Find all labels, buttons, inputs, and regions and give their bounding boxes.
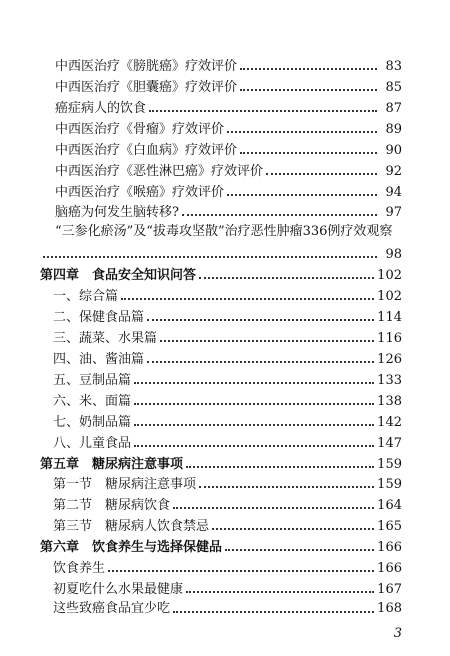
leader-dots — [199, 277, 374, 279]
toc-entry-bone-tumor[interactable] — [40, 119, 402, 139]
toc-entry-oil-soy-sauce[interactable] — [40, 349, 402, 369]
toc-entry-title: 中西医治疗《骨瘤》疗效评价 — [55, 122, 225, 137]
leader-dots — [240, 68, 377, 70]
toc-entry-title: 第一节 糖尿病注意事项 — [53, 477, 197, 492]
toc-entry-cancer-diet[interactable] — [40, 98, 402, 118]
toc-entry-leukemia[interactable] — [40, 140, 402, 160]
toc-entry-page: 102 — [377, 268, 402, 283]
leader-dots — [186, 466, 374, 468]
leader-dots — [160, 340, 374, 342]
toc-entry-title: 二、保健食品篇 — [53, 310, 145, 325]
toc-entry-page: 90 — [385, 143, 402, 158]
toc-chapter-6[interactable] — [40, 537, 402, 557]
leader-dots — [147, 319, 374, 321]
toc-entry-title: 五、豆制品篇 — [53, 373, 132, 388]
leader-dots — [182, 214, 377, 216]
toc-entry-page: 102 — [377, 289, 402, 304]
toc-entry-title: 八、儿童食品 — [53, 436, 132, 451]
leader-dots — [186, 591, 374, 593]
toc-entry-health-food[interactable] — [40, 307, 402, 327]
leader-dots — [134, 382, 374, 384]
toc-entry-page: 92 — [385, 164, 402, 179]
leader-dots — [173, 507, 374, 509]
toc-entry-childrens-food[interactable] — [40, 433, 402, 453]
toc-entry-title: 三、蔬菜、水果篇 — [53, 331, 158, 346]
toc-entry-rice-noodles[interactable] — [40, 391, 402, 411]
toc-entry-page: 165 — [377, 519, 402, 534]
leader-dots — [134, 445, 374, 447]
toc-chapter-title: 第六章 饮食养生与选择保健品 — [40, 540, 223, 555]
toc-entry-page: 168 — [377, 601, 402, 616]
toc-section-2[interactable] — [40, 495, 402, 515]
leader-dots — [121, 298, 374, 300]
toc-entry-title: 七、奶制品篇 — [53, 415, 132, 430]
toc-entry-dairy[interactable] — [40, 412, 402, 432]
toc-entry-page: 147 — [377, 436, 402, 451]
toc-entry-page: 159 — [377, 477, 402, 492]
toc-entry-brain-metastasis[interactable] — [40, 202, 402, 222]
toc-entry-title: 中西医治疗《喉癌》疗效评价 — [55, 185, 225, 200]
toc-section-1[interactable] — [40, 474, 402, 494]
toc-chapter-4[interactable] — [40, 265, 402, 285]
toc-entry-page: 126 — [377, 352, 402, 367]
toc-entry-gallbladder-cancer[interactable] — [40, 77, 402, 97]
leader-dots — [108, 570, 374, 572]
toc-entry-title: 四、油、酱油篇 — [53, 352, 145, 367]
toc-entry-page: 159 — [377, 457, 402, 472]
toc-entry-page: 97 — [385, 205, 402, 220]
toc-entry-page: 133 — [377, 373, 402, 388]
leader-dots — [134, 403, 374, 405]
toc-entry-title: 第三节 糖尿病人饮食禁忌 — [53, 519, 210, 534]
leader-dots — [240, 89, 377, 91]
leader-dots — [225, 549, 374, 551]
toc-entry-page: 83 — [385, 59, 402, 74]
toc-entry-title: 六、米、面篇 — [53, 394, 132, 409]
toc-chapter-5[interactable] — [40, 454, 402, 474]
toc-entry-page: 85 — [385, 80, 402, 95]
toc-entry-lymphoma[interactable] — [40, 161, 402, 181]
toc-entry-vegetables-fruits[interactable] — [40, 328, 402, 348]
leader-dots — [149, 110, 377, 112]
toc-entry-page: 138 — [377, 394, 402, 409]
toc-entry-title: 第二节 糖尿病饮食 — [53, 498, 171, 513]
toc-entry-page: 166 — [377, 540, 402, 555]
toc-chapter-title: 第四章 食品安全知识问答 — [40, 268, 197, 283]
toc-entry-carcinogenic-food[interactable] — [40, 600, 402, 618]
page-number: 3 — [393, 626, 402, 641]
toc-entry-sanshen-title[interactable]: “三参化瘀汤”及“拔毒攻坚散”治疗恶性肿瘤336例疗效观察 — [55, 224, 393, 239]
toc-entry-summer-fruit[interactable] — [40, 579, 402, 599]
toc-entry-title: 饮食养生 — [53, 561, 106, 576]
toc-entry-title: 这些致癌食品宜少吃 — [53, 601, 171, 616]
toc-entry-page: 166 — [377, 561, 402, 576]
toc-entry-title: 中西医治疗《白血病》疗效评价 — [55, 143, 238, 158]
toc-section-3[interactable] — [40, 516, 402, 536]
toc-entry-page: 116 — [377, 331, 402, 346]
toc-entry-title: 中西医治疗《胆囊癌》疗效评价 — [55, 80, 238, 95]
toc-entry-title: 中西医治疗《膀胱癌》疗效评价 — [55, 59, 238, 74]
leader-dots — [212, 528, 374, 530]
leader-dots — [240, 152, 377, 154]
leader-dots — [173, 611, 374, 613]
toc-entry-page: 167 — [377, 582, 402, 597]
toc-entry-page: 87 — [385, 101, 402, 116]
toc-entry-title: 初夏吃什么水果最健康 — [53, 582, 184, 597]
toc-entry-page: 89 — [385, 122, 402, 137]
toc-entry-title: 脑癌为何发生脑转移? — [55, 205, 179, 220]
toc-entry-laryngeal-cancer[interactable] — [40, 182, 402, 202]
leader-dots — [266, 173, 377, 175]
leader-dots — [227, 194, 377, 196]
toc-entry-diet-health[interactable] — [40, 558, 402, 578]
toc-entry-bladder-cancer[interactable] — [40, 56, 402, 76]
toc-entry-title: 中西医治疗《恶性淋巴癌》疗效评价 — [55, 164, 264, 179]
toc-entry-page: 94 — [385, 185, 402, 200]
toc-entry-sanshen[interactable] — [40, 244, 402, 264]
toc-entry-page: 164 — [377, 498, 402, 513]
toc-entry-page: 98 — [385, 247, 402, 262]
toc-entry-bean-products[interactable] — [40, 370, 402, 390]
toc-entry-general[interactable] — [40, 286, 402, 306]
leader-dots — [134, 424, 374, 426]
toc-chapter-title: 第五章 糖尿病注意事项 — [40, 457, 184, 472]
toc-entry-title: 一、综合篇 — [53, 289, 119, 304]
toc-entry-title: 癌症病人的饮食 — [55, 101, 147, 116]
leader-dots — [43, 256, 377, 258]
leader-dots — [227, 131, 377, 133]
leader-dots — [199, 486, 374, 488]
leader-dots — [147, 361, 374, 363]
toc-entry-page: 114 — [377, 310, 402, 325]
toc-entry-page: 142 — [377, 415, 402, 430]
